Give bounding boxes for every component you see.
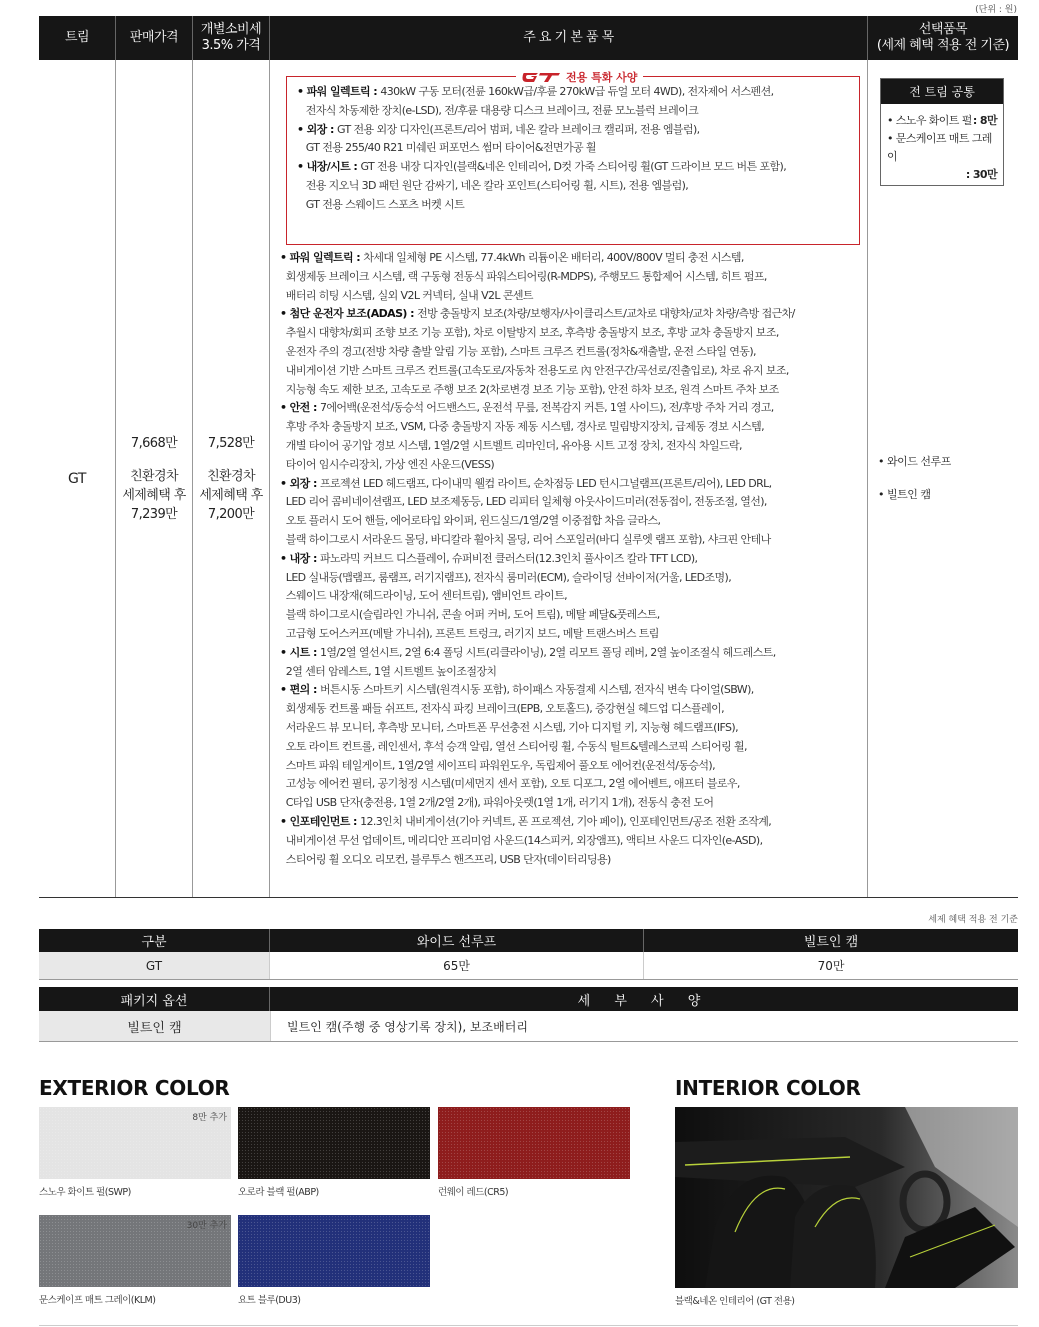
feature-line bbox=[280, 437, 795, 456]
feature-line bbox=[280, 775, 795, 794]
options-cell bbox=[868, 60, 1018, 897]
header-trim: 트림 bbox=[39, 16, 116, 60]
header-tax-price: 개별소비세 3.5% 가격 bbox=[193, 16, 270, 60]
feature-category: • 편의 : bbox=[280, 683, 320, 697]
tax-eco-value: 7,200만 bbox=[207, 506, 255, 522]
feature-line bbox=[280, 832, 795, 851]
feature-line bbox=[280, 362, 795, 381]
feature-text: 전용 지오닉 3D 패턴 원단 감싸기, 네온 칼라 포인트(스티어링 휠, 시트), 전용 엠블럼), bbox=[297, 178, 689, 192]
exterior-title: EXTERIOR COLOR bbox=[39, 1076, 230, 1100]
feature-category: • 외장 : bbox=[280, 476, 320, 490]
feature-text: 회생제동 컨트롤 패들 쉬프트, 전자식 파킹 브레이크(EPB, 오토홀드), 증강현실 헤드업 디스플레이, bbox=[280, 702, 725, 716]
common-options-box bbox=[880, 78, 1004, 186]
header-price: 판매가격 bbox=[116, 16, 193, 60]
package-header bbox=[39, 987, 1018, 1011]
gt-feature-list bbox=[297, 83, 786, 215]
price-eco-label: 친환경차 bbox=[130, 468, 178, 484]
col-builtin-cam: 빌트인 캠 bbox=[803, 935, 859, 950]
feature-text: 1열/2열 열선시트, 2열 6:4 폴딩 시트(리클라이닝), 2열 리모트 폴딩 레버, 2열 높이조절식 헤드레스트, bbox=[319, 645, 776, 659]
option-moonscape-label: • 문스케이프 매트 그레이 bbox=[887, 132, 992, 163]
option-builtin-cam: • 빌트인 캠 bbox=[878, 488, 931, 501]
spec-table-header bbox=[39, 16, 1018, 60]
feature-text: LED 실내등(맵램프, 룸램프, 러기지램프), 전자식 룸미러(ECM), 슬라이딩 선바이저(거울, LED조명), bbox=[280, 570, 732, 584]
base-feature-list bbox=[280, 249, 795, 869]
package-row bbox=[39, 1011, 1018, 1042]
feature-line bbox=[280, 719, 795, 738]
feature-text: GT 전용 내장 디자인(블랙&네온 인테리어, D컷 가죽 스티어링 휠(GT 드라이브 모드 버튼 포함), bbox=[360, 160, 787, 174]
feature-line bbox=[280, 550, 795, 569]
feature-line bbox=[280, 644, 795, 663]
package-details: 빌트인 캠(주행 중 영상기록 장치), 보조배터리 bbox=[270, 1011, 1018, 1041]
feature-text: 고성능 에어컨 필터, 공기청정 시스템(미세먼지 센서 포함), 오토 디포그, 2열 에어벤트, 애프터 블로우, bbox=[280, 777, 740, 791]
feature-line bbox=[297, 177, 786, 196]
tax-price-cell bbox=[193, 60, 270, 897]
feature-text: 스웨이드 내장재(헤드라이닝, 도어 센터트림), 앰비언트 라이트, bbox=[280, 589, 567, 603]
interior-image bbox=[675, 1107, 1018, 1288]
feature-line bbox=[280, 475, 795, 494]
footer-divider bbox=[39, 1325, 1018, 1326]
feature-line bbox=[280, 512, 795, 531]
color-swatch bbox=[39, 1107, 231, 1179]
feature-line bbox=[280, 493, 795, 512]
feature-line bbox=[280, 738, 795, 757]
feature-text: 내비게이션 기반 스마트 크루즈 컨트롤(고속도로/자동차 전용도로 內 안전구간/곡선로/진출입로), 차로 유지 보조, bbox=[280, 363, 789, 377]
option-snow-white-price: : 8만 bbox=[972, 114, 997, 127]
feature-text: 전방 충돌방지 보조(차량/보행자/사이클리스트/교차로 대향차/교차 차량/측방 접근차/ bbox=[417, 307, 795, 321]
feature-line bbox=[280, 531, 795, 550]
feature-text: 스티어링 휠 오디오 리모컨, 블루투스 핸즈프리, USB 단자(데이터리딩용) bbox=[280, 852, 611, 866]
option-snow-white bbox=[881, 112, 1003, 130]
feature-text: 오토 플러시 도어 핸들, 에어로타입 와이퍼, 윈드실드/1열/2열 이중접합 차음 글라스, bbox=[280, 514, 661, 528]
interior-title: INTERIOR COLOR bbox=[675, 1076, 861, 1100]
unit-label: (단위 : 원) bbox=[975, 5, 1017, 15]
feature-line bbox=[280, 851, 795, 870]
swatch-label: 문스케이프 매트 그레이(KLM) bbox=[39, 1295, 156, 1306]
option-moonscape-price: : 30만 bbox=[965, 168, 997, 181]
feature-text: 내비게이션 무선 업데이트, 메리디안 프리미엄 사운드(14스피커, 외장앰프), 액티브 사운드 디자인(e-ASD), bbox=[280, 833, 763, 847]
option-price-header bbox=[39, 929, 1018, 952]
price-eco-value: 7,239만 bbox=[130, 506, 178, 522]
color-swatch bbox=[238, 1215, 430, 1287]
col-package: 패키지 옵션 bbox=[39, 987, 270, 1011]
swatch-label: 요트 블루(DU3) bbox=[238, 1295, 301, 1306]
feature-text: 회생제동 브레이크 시스템, 랙 구동형 전동식 파워스티어링(R-MDPS), 주행모드 통합제어 시스템, 히트 펌프, bbox=[280, 269, 767, 283]
header-features: 주 요 기 본 품 목 bbox=[270, 16, 868, 60]
feature-line bbox=[280, 757, 795, 776]
feature-line bbox=[297, 102, 786, 121]
feature-text: 7에어백(운전석/동승석 어드밴스드, 운전석 무릎, 전복감지 커튼, 1열 사이드), 전/후방 주차 거리 경고, bbox=[319, 401, 774, 415]
row-sunroof-price: 65만 bbox=[270, 952, 644, 979]
tax-note: 세제 혜택 적용 전 기준 bbox=[928, 915, 1018, 925]
color-swatch bbox=[238, 1107, 430, 1179]
feature-text: 블랙 하이그로시 서라운드 몰딩, 바디칼라 휠아치 몰딩, 리어 스포일러(바디 실루엣 램프 포함), 샤크핀 안테나 bbox=[280, 532, 771, 546]
feature-line bbox=[280, 305, 795, 324]
package-name: 빌트인 캠 bbox=[39, 1011, 270, 1041]
feature-text: 블랙 하이그로시(슬림라인 가니쉬, 콘솔 어퍼 커버, 도어 트림), 메탈 페달&풋레스트, bbox=[280, 608, 660, 622]
row-trim: GT bbox=[39, 952, 270, 979]
feature-text: 지능형 속도 제한 보조, 고속도로 주행 보조 2(차로변경 보조 기능 포함), 안전 하차 보조, 원격 스마트 주차 보조 bbox=[280, 382, 779, 396]
feature-text: 버튼시동 스마트키 시스템(원격시동 포함), 하이패스 자동결제 시스템, 전자식 변속 다이얼(SBW), bbox=[319, 683, 754, 697]
feature-category: • 파워 일렉트릭 : bbox=[280, 251, 364, 264]
tax-eco-label: 친환경차 bbox=[207, 468, 255, 484]
feature-text: LED 리어 콤비네이션램프, LED 보조제동등, LED 리피터 일체형 아웃사이드미러(전동접이, 전동조절, 열선), bbox=[280, 495, 767, 509]
feature-category: • 안전 : bbox=[280, 401, 320, 415]
gt-box-title-text: 전용 특화 사양 bbox=[566, 71, 638, 84]
feature-line bbox=[297, 83, 786, 102]
features-cell bbox=[270, 60, 868, 897]
feature-text: 차세대 일체형 PE 시스템, 77.4kWh 리튬이온 배터리, 400V/800V 멀티 충전 시스템, bbox=[363, 251, 744, 264]
option-wide-sunroof: • 와이드 선루프 bbox=[878, 455, 951, 468]
swatch-label: 런웨이 레드(CR5) bbox=[438, 1187, 509, 1198]
feature-category: • 인포테인먼트 : bbox=[280, 814, 361, 828]
feature-line bbox=[280, 663, 795, 682]
swatch-extra-price: 30만 추가 bbox=[186, 1221, 227, 1231]
option-price-row bbox=[39, 952, 1018, 980]
feature-line bbox=[297, 158, 786, 177]
feature-category: • 파워 일렉트릭 : bbox=[297, 85, 381, 98]
tax-eco-label-2: 세제혜택 후 bbox=[199, 487, 263, 503]
row-cam-price: 70만 bbox=[817, 959, 845, 973]
feature-category: • 시트 : bbox=[280, 645, 320, 659]
gt-exclusive-box bbox=[286, 71, 860, 245]
gt-logo-icon bbox=[522, 71, 562, 83]
swatch-extra-price: 8만 추가 bbox=[192, 1113, 227, 1123]
feature-category: • 첨단 운전자 보조(ADAS) : bbox=[280, 307, 418, 321]
feature-text: 추월시 대향차/회피 조향 보조 기능 포함), 차로 이탈방지 보조, 후측방 충돌방지 보조, 후방 교차 충돌방지 보조, bbox=[280, 326, 779, 340]
feature-text: C타입 USB 단자(충전용, 1열 2개/2열 2개), 파워아웃렛(1열 1개, 러기지 1개), 전동식 충전 도어 bbox=[280, 796, 714, 810]
feature-line bbox=[297, 196, 786, 215]
feature-text: 후방 주차 충돌방지 보조, VSM, 다중 충돌방지 자동 제동 시스템, 경사로 밀림방지장치, 급제동 경보 시스템, bbox=[280, 420, 765, 434]
header-options: 선택품목 (세제 혜택 적용 전 기준) bbox=[876, 22, 1010, 53]
feature-line bbox=[280, 794, 795, 813]
feature-line bbox=[280, 681, 795, 700]
feature-line bbox=[280, 813, 795, 832]
feature-text: 운전자 주의 경고(전방 차량 출발 알림 기능 포함), 스마트 크루즈 컨트롤(정차&재출발, 운전 스타일 연동), bbox=[280, 344, 756, 358]
swatch-label: 오로라 블랙 펄(ABP) bbox=[238, 1187, 319, 1198]
feature-line bbox=[280, 287, 795, 306]
option-moonscape bbox=[881, 130, 1003, 184]
feature-line bbox=[280, 399, 795, 418]
feature-line bbox=[297, 139, 786, 158]
feature-line bbox=[280, 343, 795, 362]
feature-text: 430kW 구동 모터(전륜 160kW급/후륜 270kW급 듀얼 모터 4WD), 전자제어 서스펜션, bbox=[380, 85, 774, 98]
feature-line bbox=[297, 121, 786, 140]
feature-category: • 외장 : bbox=[297, 122, 337, 136]
feature-text: 타이어 임시수리장치, 가상 엔진 사운드(VESS) bbox=[280, 457, 495, 471]
feature-text: GT 전용 외장 디자인(프론트/리어 범퍼, 네온 칼라 브레이크 캘리퍼, 전용 엠블럼), bbox=[336, 122, 700, 136]
feature-text: 배터리 히팅 시스템, 실외 V2L 커넥터, 실내 V2L 콘센트 bbox=[280, 288, 533, 302]
feature-category: • 내장/시트 : bbox=[297, 160, 361, 174]
price-eco-label-2: 세제혜택 후 bbox=[122, 487, 186, 503]
trim-name: GT bbox=[39, 60, 116, 897]
col-wide-sunroof: 와이드 선루프 bbox=[270, 929, 644, 952]
interior-caption: 블랙&네온 인테리어 (GT 전용) bbox=[675, 1296, 795, 1307]
feature-text: 파노라믹 커브드 디스플레이, 슈퍼비전 클러스터(12.3인치 풀사이즈 칼라 TFT LCD), bbox=[319, 551, 698, 565]
feature-text: 12.3인치 내비게이션(기아 커넥트, 폰 프로젝션, 기아 페이), 인포테인먼트/공조 전환 조작계, bbox=[360, 814, 772, 828]
feature-line bbox=[280, 587, 795, 606]
price-value: 7,668만 bbox=[130, 435, 178, 451]
feature-category: • 내장 : bbox=[280, 551, 320, 565]
common-options-title: 전 트림 공통 bbox=[881, 79, 1003, 104]
price-cell bbox=[116, 60, 193, 897]
feature-text: 프로젝션 LED 헤드램프, 다이내믹 웰컴 라이트, 순차점등 LED 턴시그널램프(프론트/리어), LED DRL, bbox=[319, 476, 772, 490]
feature-line bbox=[280, 324, 795, 343]
color-swatch bbox=[438, 1107, 630, 1179]
feature-text: GT 전용 스웨이드 스포츠 버켓 시트 bbox=[297, 197, 465, 211]
col-category: 구분 bbox=[39, 929, 270, 952]
feature-text: 고급형 도어스커프(메탈 가니쉬), 프론트 트렁크, 러기지 보드, 메탈 트랜스버스 트림 bbox=[280, 626, 659, 640]
color-swatch bbox=[39, 1215, 231, 1287]
feature-line bbox=[280, 268, 795, 287]
col-details: 세 부 사 양 bbox=[577, 993, 711, 1009]
swatch-label: 스노우 화이트 펄(SWP) bbox=[39, 1187, 131, 1198]
feature-text: 전자식 차동제한 장치(e-LSD), 전/후륜 대용량 디스크 브레이크, 전륜 모노블럭 브레이크 bbox=[297, 103, 699, 117]
feature-text: 개별 타이어 공기압 경보 시스템, 1열/2열 시트벨트 리마인더, 유아용 시트 고정 장치, 전자식 차일드락, bbox=[280, 438, 742, 452]
feature-line bbox=[280, 606, 795, 625]
feature-line bbox=[280, 418, 795, 437]
option-snow-white-label: • 스노우 화이트 펄 bbox=[887, 114, 972, 127]
spec-table-row bbox=[39, 60, 1018, 898]
feature-line bbox=[280, 381, 795, 400]
feature-text: 서라운드 뷰 모니터, 후측방 모니터, 스마트폰 무선충전 시스템, 기아 디지털 키, 지능형 헤드램프(IFS), bbox=[280, 720, 738, 734]
feature-line bbox=[280, 456, 795, 475]
feature-text: 스마트 파워 테일게이트, 1열/2열 세이프티 파워윈도우, 독립제어 풀오토 에어컨(운전석/동승석), bbox=[280, 758, 716, 772]
feature-text: 오토 라이트 컨트롤, 레인센서, 후석 승객 알림, 열선 스티어링 휠, 수동식 틸트&텔레스코픽 스티어링 휠, bbox=[280, 739, 747, 753]
tax-price-value: 7,528만 bbox=[207, 435, 255, 451]
feature-text: 2열 센터 암레스트, 1열 시트벨트 높이조절장치 bbox=[280, 664, 497, 678]
feature-line bbox=[280, 625, 795, 644]
feature-line bbox=[280, 569, 795, 588]
feature-line bbox=[280, 700, 795, 719]
feature-text: GT 전용 255/40 R21 미쉐린 퍼포먼스 썸머 타이어&전면가공 휠 bbox=[297, 141, 596, 155]
feature-line bbox=[280, 249, 795, 268]
